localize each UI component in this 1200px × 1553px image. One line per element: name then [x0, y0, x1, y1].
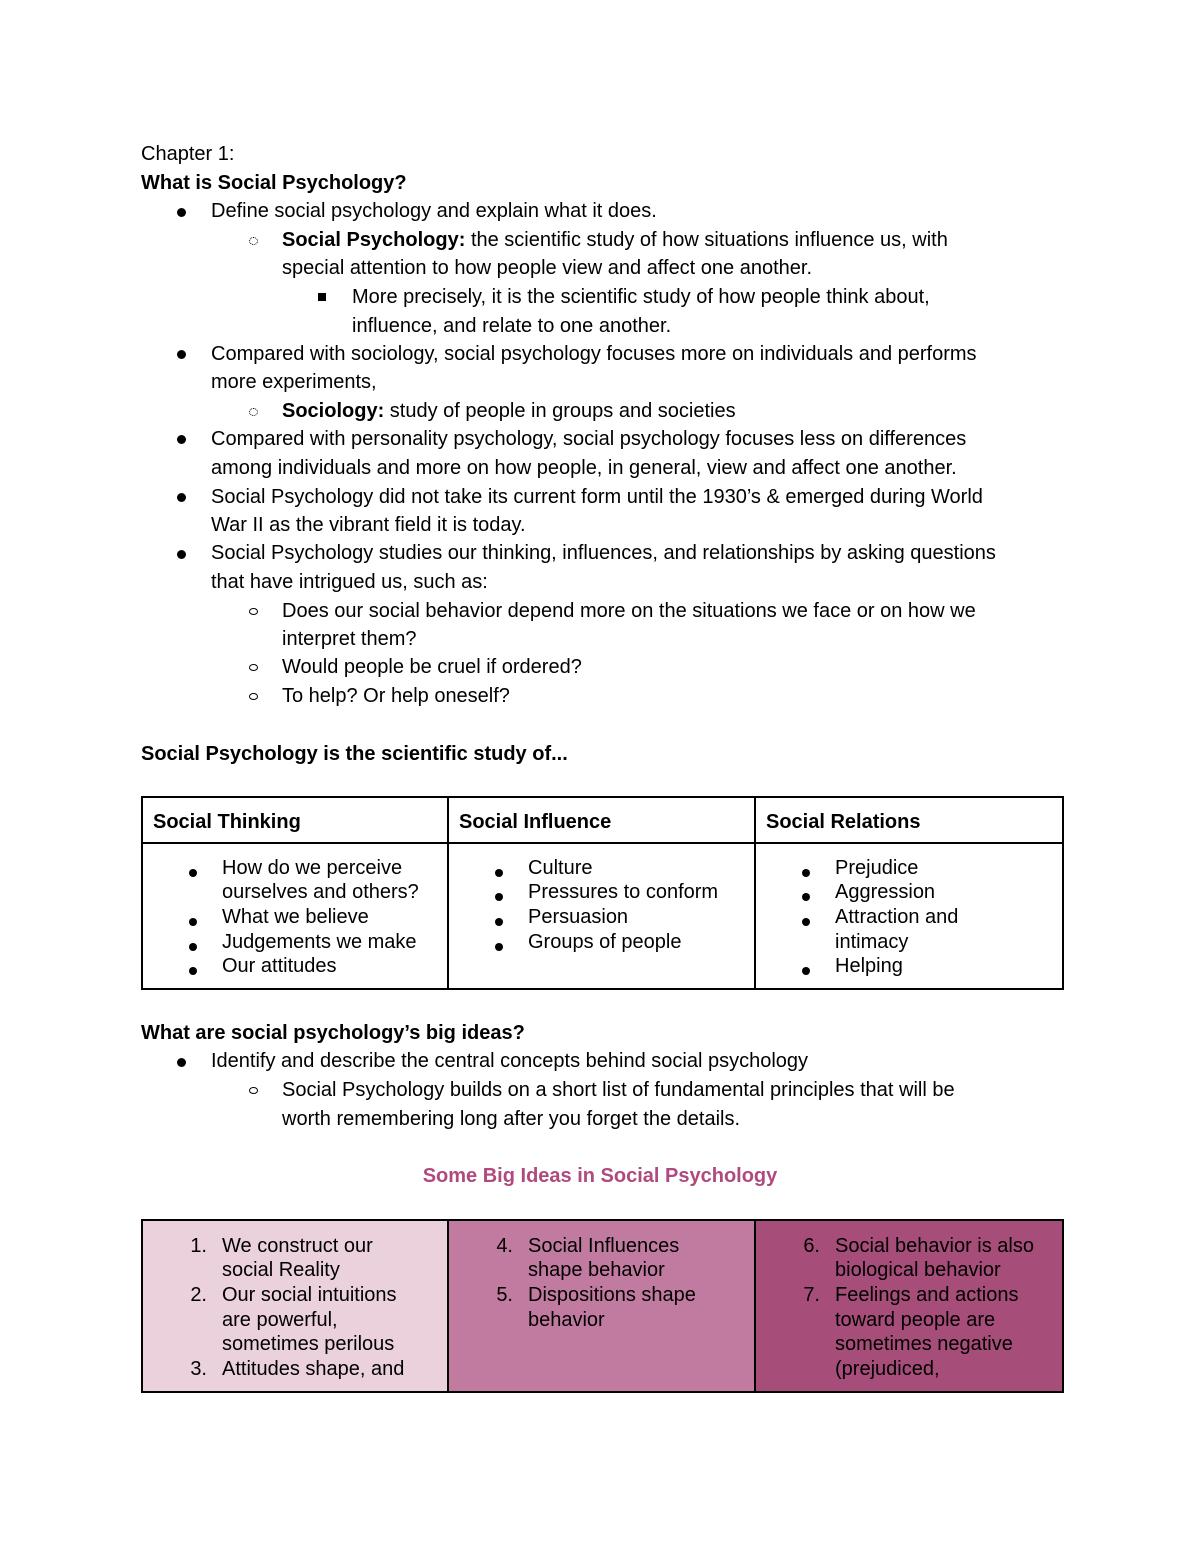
- bullet-identify: Identify and describe the central concepts behind social psychology: [211, 1050, 809, 1072]
- circle-bullet-icon: [249, 608, 258, 615]
- bullet-sociology-compare: Compared with sociology, social psychology focuses more on individuals and performs: [211, 343, 977, 365]
- bullet-icon: [177, 435, 186, 444]
- bullet-icon: [177, 550, 186, 559]
- big-ideas-table: [141, 1219, 1064, 1393]
- list-item: Attraction and: [835, 906, 959, 928]
- circle-bullet-icon: [249, 1087, 258, 1094]
- bullet-icon: [495, 943, 503, 951]
- def-text: the scientific study of how situations influence us, with: [465, 229, 948, 251]
- bullet-define: Define social psychology and explain what it does.: [211, 200, 657, 222]
- big-ideas-cell-1: [142, 1220, 448, 1392]
- square-bullet-icon: [318, 293, 326, 301]
- sub-bullet-icon: [249, 237, 258, 245]
- list-item: are powerful,: [222, 1309, 338, 1331]
- table-header-cell: [142, 797, 448, 843]
- circle-bullet-icon: [249, 664, 258, 671]
- def-social-psychology-cont: special attention to how people view and affect one another.: [282, 257, 813, 279]
- bullet-history-cont: War II as the vibrant field it is today.: [211, 514, 526, 536]
- list-item: Dispositions shape: [528, 1284, 696, 1306]
- list-item: Prejudice: [835, 857, 919, 879]
- bullet-personality: Compared with personality psychology, social psychology focuses less on differences: [211, 428, 967, 450]
- question-3: To help? Or help oneself?: [282, 685, 510, 707]
- list-item: Social behavior is also: [835, 1235, 1034, 1257]
- term-sociology: Sociology:: [282, 400, 385, 422]
- list-item: toward people are: [835, 1309, 996, 1331]
- list-number: 3.: [190, 1358, 207, 1380]
- list-item: What we believe: [222, 906, 369, 928]
- bullet-icon: [495, 918, 503, 926]
- bullet-sociology-compare-cont: more experiments,: [211, 371, 377, 393]
- big-ideas-cell-3: [755, 1220, 1063, 1392]
- list-number: 4.: [496, 1235, 513, 1257]
- table-cell: [755, 843, 1063, 989]
- list-item: Culture: [528, 857, 593, 879]
- table-cell: [142, 843, 448, 989]
- list-item: How do we perceive: [222, 857, 403, 879]
- more-precisely-cont: influence, and relate to one another.: [352, 315, 672, 337]
- bullet-icon: [802, 869, 810, 877]
- list-item: biological behavior: [835, 1259, 1001, 1281]
- bullet-icon: [177, 208, 186, 217]
- list-item: intimacy: [835, 931, 909, 953]
- list-item: Aggression: [835, 881, 936, 903]
- section-heading-big-ideas: What are social psychology’s big ideas?: [141, 1022, 525, 1044]
- list-number: 2.: [190, 1284, 207, 1306]
- list-item: We construct our: [222, 1235, 373, 1257]
- list-number: 5.: [496, 1284, 513, 1306]
- more-precisely: More precisely, it is the scientific study of how people think about,: [352, 286, 930, 308]
- big-ideas-title: Some Big Ideas in Social Psychology: [422, 1165, 778, 1187]
- list-item: Pressures to conform: [528, 881, 719, 903]
- sub-bullet-icon: [249, 408, 258, 416]
- bullet-icon: [189, 943, 197, 951]
- list-item: social Reality: [222, 1259, 340, 1281]
- list-item: (prejudiced,: [835, 1358, 940, 1380]
- question-1: Does our social behavior depend more on the situations we face or on how we: [282, 600, 976, 622]
- list-number: 6.: [803, 1235, 820, 1257]
- list-item: sometimes negative: [835, 1333, 1013, 1355]
- list-item: ourselves and others?: [222, 881, 419, 903]
- bullet-icon: [177, 350, 186, 359]
- table-cell: [448, 843, 755, 989]
- list-item: Attitudes shape, and: [222, 1358, 405, 1380]
- header-social-influence: Social Influence: [459, 811, 612, 833]
- list-item: Groups of people: [528, 931, 682, 953]
- list-item: Our social intuitions: [222, 1284, 397, 1306]
- bullet-icon: [802, 893, 810, 901]
- bullet-icon: [189, 967, 197, 975]
- chapter-label: Chapter 1:: [141, 143, 235, 165]
- list-item: Our attitudes: [222, 955, 337, 977]
- list-item: Judgements we make: [222, 931, 417, 953]
- section-heading-what-is: What is Social Psychology?: [141, 172, 407, 194]
- bullet-icon: [189, 869, 197, 877]
- question-1-cont: interpret them?: [282, 628, 417, 650]
- def-text: study of people in groups and societies: [384, 400, 736, 422]
- bullet-icon: [802, 918, 810, 926]
- bullet-history: Social Psychology did not take its current form until the 1930’s & emerged during World: [211, 486, 983, 508]
- list-item: Helping: [835, 955, 903, 977]
- bullet-icon: [495, 893, 503, 901]
- big-ideas-cell-2: [448, 1220, 755, 1392]
- list-number: 7.: [803, 1284, 820, 1306]
- bullet-personality-cont: among individuals and more on how people, in general, view and affect one another.: [211, 457, 957, 479]
- circle-bullet-icon: [249, 693, 258, 700]
- table-header-cell: [448, 797, 755, 843]
- section-heading-scientific-study: Social Psychology is the scientific study of...: [141, 743, 568, 765]
- bullet-icon: [189, 918, 197, 926]
- bullet-icon: [802, 967, 810, 975]
- table-header-cell: [755, 797, 1063, 843]
- list-item: sometimes perilous: [222, 1333, 395, 1355]
- list-number: 1.: [190, 1235, 207, 1257]
- header-social-relations: Social Relations: [766, 811, 921, 833]
- bullet-studies: Social Psychology studies our thinking, influences, and relationships by asking questions: [211, 542, 996, 564]
- list-item: shape behavior: [528, 1259, 665, 1281]
- def-sociology: [282, 397, 736, 425]
- social-psych-table: [141, 796, 1064, 990]
- bullet-icon: [177, 1058, 186, 1067]
- principles-cont: worth remembering long after you forget the details.: [282, 1108, 741, 1130]
- bullet-icon: [495, 869, 503, 877]
- def-social-psychology: [282, 226, 948, 254]
- bullet-studies-cont: that have intrigued us, such as:: [211, 571, 488, 593]
- term-social-psychology: Social Psychology:: [282, 229, 466, 251]
- header-social-thinking: Social Thinking: [153, 811, 301, 833]
- list-item: Feelings and actions: [835, 1284, 1019, 1306]
- principles: Social Psychology builds on a short list of fundamental principles that will be: [282, 1079, 955, 1101]
- list-item: Persuasion: [528, 906, 629, 928]
- list-item: Social Influences: [528, 1235, 680, 1257]
- question-2: Would people be cruel if ordered?: [282, 656, 582, 678]
- bullet-icon: [177, 493, 186, 502]
- list-item: behavior: [528, 1309, 605, 1331]
